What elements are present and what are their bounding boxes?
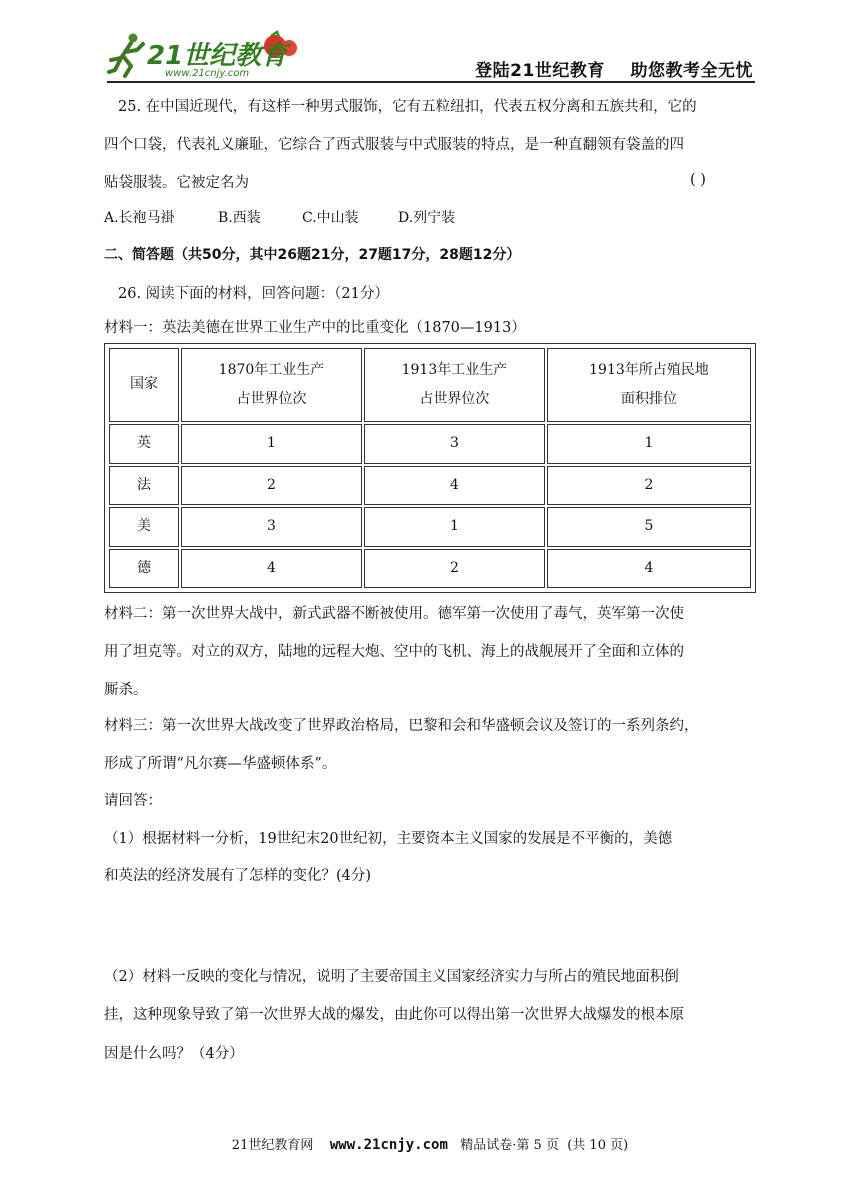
- header-cell-1870: 1870年工业生产 占世界位次: [181, 348, 362, 422]
- table-cell: 英: [109, 424, 179, 463]
- q25-line1: 25. 在中国近现代，有这样一种男式服饰，它有五粒纽扣，代表五权分离和五族共和，它的: [118, 99, 697, 115]
- subquestion2-line3: 因是什么吗？（4分）: [104, 1046, 244, 1062]
- header-cell-colony: 1913年所占殖民地 面积排位: [547, 348, 751, 422]
- answer-prompt: 请回答：: [104, 793, 162, 809]
- q26-intro: 26. 阅读下面的材料，回答问题：（21分）: [118, 286, 389, 302]
- answer-parenthesis: ( ): [690, 172, 706, 188]
- table-row: [109, 466, 751, 505]
- table-cell: 法: [109, 466, 179, 505]
- table-cell: 1: [547, 424, 751, 463]
- table-cell: 1: [364, 507, 545, 546]
- subquestion1-line2: 和英法的经济发展有了怎样的变化？(4分): [104, 868, 372, 884]
- option-b: B.西装: [218, 210, 261, 226]
- subquestion2-line2: 挂，这种现象导致了第一次世界大战的爆发，由此你可以得出第一次世界大战爆发的根本原: [104, 1007, 684, 1023]
- material1-title: 材料一：英法美德在世界工业生产中的比重变化（1870—1913）: [104, 320, 526, 336]
- header-slogan: 登陆21世纪教育 助您教考全无忧: [475, 61, 753, 81]
- logo-url: www.21cnjy.com: [165, 68, 250, 79]
- table-row: [109, 549, 751, 588]
- material3-line2: 形成了所谓“凡尔赛—华盛顿体系”。: [104, 756, 337, 772]
- page-footer: [0, 1134, 860, 1153]
- option-d: D.列宁装: [398, 210, 456, 226]
- material3-line1: 材料三：第一次世界大战改变了世界政治格局，巴黎和会和华盛顿会议及签订的一系列条约，: [104, 718, 699, 734]
- header-cell-1913: 1913年工业生产 占世界位次: [364, 348, 545, 422]
- table-cell: 2: [547, 466, 751, 505]
- material2-line2: 用了坦克等。对立的双方，陆地的远程大炮、空中的飞机、海上的战舰展开了全面和立体的: [104, 644, 684, 660]
- table-cell: 德: [109, 549, 179, 588]
- subquestion1-line1: （1）根据材料一分析，19世纪末20世纪初，主要资本主义国家的发展是不平衡的，美德: [104, 831, 673, 847]
- header-cell-country: 国家: [109, 348, 179, 422]
- table-header-row: [109, 348, 751, 422]
- table-cell: 4: [364, 466, 545, 505]
- table-cell: 4: [181, 549, 362, 588]
- table-cell: 5: [547, 507, 751, 546]
- header-divider: [107, 81, 755, 83]
- site-logo: [107, 28, 307, 80]
- table-cell: 3: [364, 424, 545, 463]
- logo-wordmark: 21世纪教育: [147, 41, 288, 71]
- q25-line2: 四个口袋，代表礼义廉耻，它综合了西式服装与中式服装的特点，是一种直翻领有袋盖的四: [104, 137, 684, 153]
- table-cell: 3: [181, 507, 362, 546]
- footer-page-info: 精品试卷·第 5 页 (共 10 页): [460, 1138, 629, 1153]
- table-cell: 2: [181, 466, 362, 505]
- footer-url[interactable]: www.21cnjy.com: [329, 1137, 448, 1153]
- page-header: [107, 28, 755, 80]
- industrial-ranking-table: [104, 343, 756, 593]
- table-row: [109, 424, 751, 463]
- material2-line1: 材料二：第一次世界大战中，新式武器不断被使用。德军第一次使用了毒气，英军第一次使: [104, 606, 684, 622]
- subquestion2-line1: （2）材料一反映的变化与情况，说明了主要帝国主义国家经济实力与所占的殖民地面积倒: [104, 969, 679, 985]
- table-row: [109, 507, 751, 546]
- table-cell: 美: [109, 507, 179, 546]
- q25-line3: 贴袋服装。它被定名为: [104, 175, 249, 191]
- section-heading: 二、简答题（共50分，其中26题21分，27题17分，28题12分）: [104, 247, 521, 263]
- material2-line3: 厮杀。: [104, 682, 148, 698]
- table-cell: 1: [181, 424, 362, 463]
- option-a: A.长袍马褂: [104, 210, 175, 226]
- footer-site-name: 21世纪教育网: [231, 1138, 314, 1153]
- table-cell: 4: [547, 549, 751, 588]
- option-c: C.中山装: [302, 210, 359, 226]
- table-cell: 2: [364, 549, 545, 588]
